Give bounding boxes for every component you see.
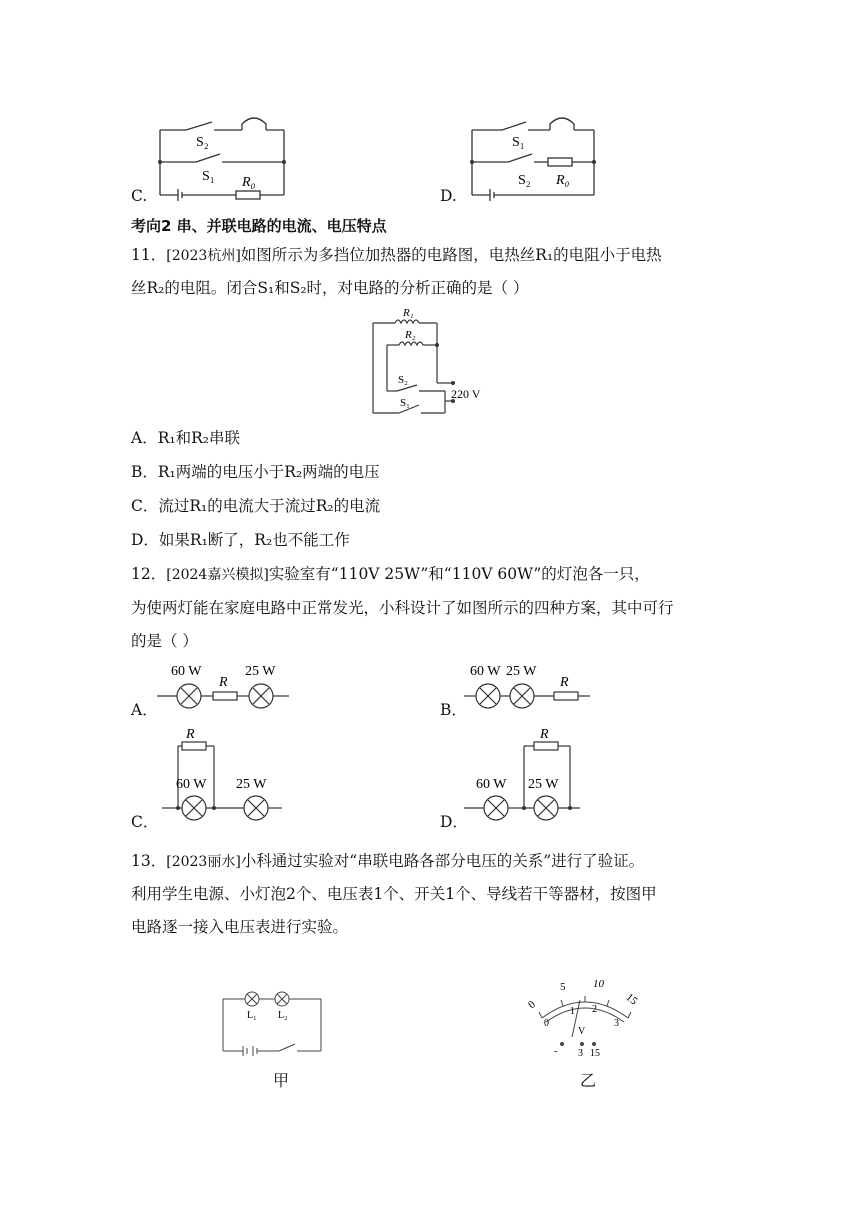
- q12-option-a-label: A．: [131, 701, 158, 719]
- section-heading: 考向2 串、并联电路的电流、电压特点: [131, 217, 387, 235]
- meter-outer-10: 10: [593, 978, 604, 990]
- q12d-r: R: [540, 727, 549, 742]
- meter-unit: V: [578, 1026, 586, 1037]
- q13-text-line1: 小科通过实验对“串联电路各部分电压的关系”进行了验证。: [240, 852, 645, 870]
- q11-r1: R₁: [403, 307, 414, 319]
- meter-outer-0: 0: [525, 998, 538, 1012]
- q10-circuit-d: [462, 110, 612, 205]
- q11-text-line1: 如图所示为多挡位加热器的电路图，电热丝R₁的电阻小于电热: [240, 246, 662, 264]
- q12d-lamp25: 25 W: [528, 777, 559, 792]
- q13-number: 13．: [131, 852, 167, 870]
- q13-figure-a-caption: 甲: [273, 1071, 290, 1090]
- q12-option-c-label: C．: [131, 813, 159, 831]
- q11-line2: 丝R₂的电阻。闭合S₁和S₂时，对电路的分析正确的是（ ）: [131, 279, 529, 297]
- q12-line1: [131, 563, 650, 586]
- q12c-lamp25: 25 W: [236, 777, 267, 792]
- q12a-lamp60: 60 W: [171, 664, 202, 679]
- q12d-lamp60: 60 W: [476, 777, 507, 792]
- q13-l2: L₂: [278, 1010, 288, 1021]
- q11-number: 11．: [131, 246, 167, 264]
- q11-option-d: D．如果R₁断了，R₂也不能工作: [131, 531, 350, 549]
- q11-voltage: 220 V: [451, 387, 481, 401]
- q13-figure-b-voltmeter: [520, 972, 650, 1060]
- meter-term-neg: -: [554, 1046, 558, 1057]
- q11-option-b: B．R₁两端的电压小于R₂两端的电压: [131, 463, 380, 481]
- q12-circuit-a: [155, 658, 290, 710]
- q10-option-c-label: C.: [131, 187, 148, 205]
- q12-option-b-label: B．: [440, 701, 467, 719]
- q12-option-d-label: D．: [440, 813, 468, 831]
- q10-option-d-label: D.: [440, 187, 457, 205]
- q12a-lamp25: 25 W: [245, 664, 276, 679]
- q12c-lamp60: 60 W: [176, 777, 207, 792]
- q13-line1: [131, 850, 644, 873]
- q10d-s2: S₂: [518, 173, 531, 188]
- q10d-r0: R₀: [556, 173, 570, 188]
- meter-inner-1: 1: [570, 1006, 575, 1017]
- q12b-r: R: [560, 675, 569, 690]
- meter-term-3: 3: [578, 1048, 583, 1059]
- q10c-s2: S₂: [196, 135, 209, 150]
- meter-inner-3: 3: [614, 1018, 619, 1029]
- q10-circuit-c: [150, 110, 300, 205]
- q13-line2: 利用学生电源、小灯泡2个、电压表1个、开关1个、导线若干等器材，按图甲: [131, 885, 657, 903]
- q12b-lamp60: 60 W: [470, 664, 501, 679]
- q13-figure-b-caption: 乙: [580, 1071, 597, 1090]
- q11-circuit: [365, 305, 505, 417]
- q11-option-c: C．流过R₁的电流大于流过R₂的电流: [131, 497, 381, 515]
- q12-circuit-d: [462, 726, 587, 826]
- q13-source: [2023丽水]: [166, 854, 241, 870]
- q11-r2: R₂: [405, 329, 416, 341]
- q12-line3: 的是（ ）: [131, 632, 198, 650]
- q10d-s1: S₁: [512, 135, 525, 150]
- q11-s2: S₂: [398, 374, 408, 386]
- q12-circuit-c: [160, 726, 285, 826]
- q12a-r: R: [219, 675, 228, 690]
- meter-inner-2: 2: [592, 1004, 597, 1015]
- q12-text-line1: 实验室有“110V 25W”和“110V 60W”的灯泡各一只，: [268, 565, 650, 583]
- q11-s1: S₁: [400, 397, 410, 409]
- q11-line1: [131, 244, 662, 267]
- meter-inner-0: 0: [544, 1018, 549, 1029]
- q11-source: [2023杭州]: [166, 248, 241, 264]
- q10c-s1: S₁: [202, 169, 215, 184]
- q11-option-a: A．R₁和R₂串联: [131, 429, 240, 447]
- q12-circuit-b: [462, 658, 597, 710]
- q12-source: [2024嘉兴模拟]: [166, 567, 269, 583]
- meter-outer-15: 15: [623, 991, 640, 1008]
- q12b-lamp25: 25 W: [506, 664, 537, 679]
- q13-figure-a-circuit: [215, 985, 330, 1057]
- meter-outer-5: 5: [560, 981, 566, 993]
- q12-line2: 为使两灯能在家庭电路中正常发光，小科设计了如图所示的四种方案，其中可行: [131, 599, 674, 617]
- q13-line3: 电路逐一接入电压表进行实验。: [131, 918, 349, 936]
- q12-number: 12．: [131, 565, 167, 583]
- q12c-r: R: [186, 727, 195, 742]
- meter-term-15: 15: [590, 1048, 600, 1059]
- q13-l1: L₁: [247, 1010, 257, 1021]
- q10c-r0: R₀: [242, 175, 256, 190]
